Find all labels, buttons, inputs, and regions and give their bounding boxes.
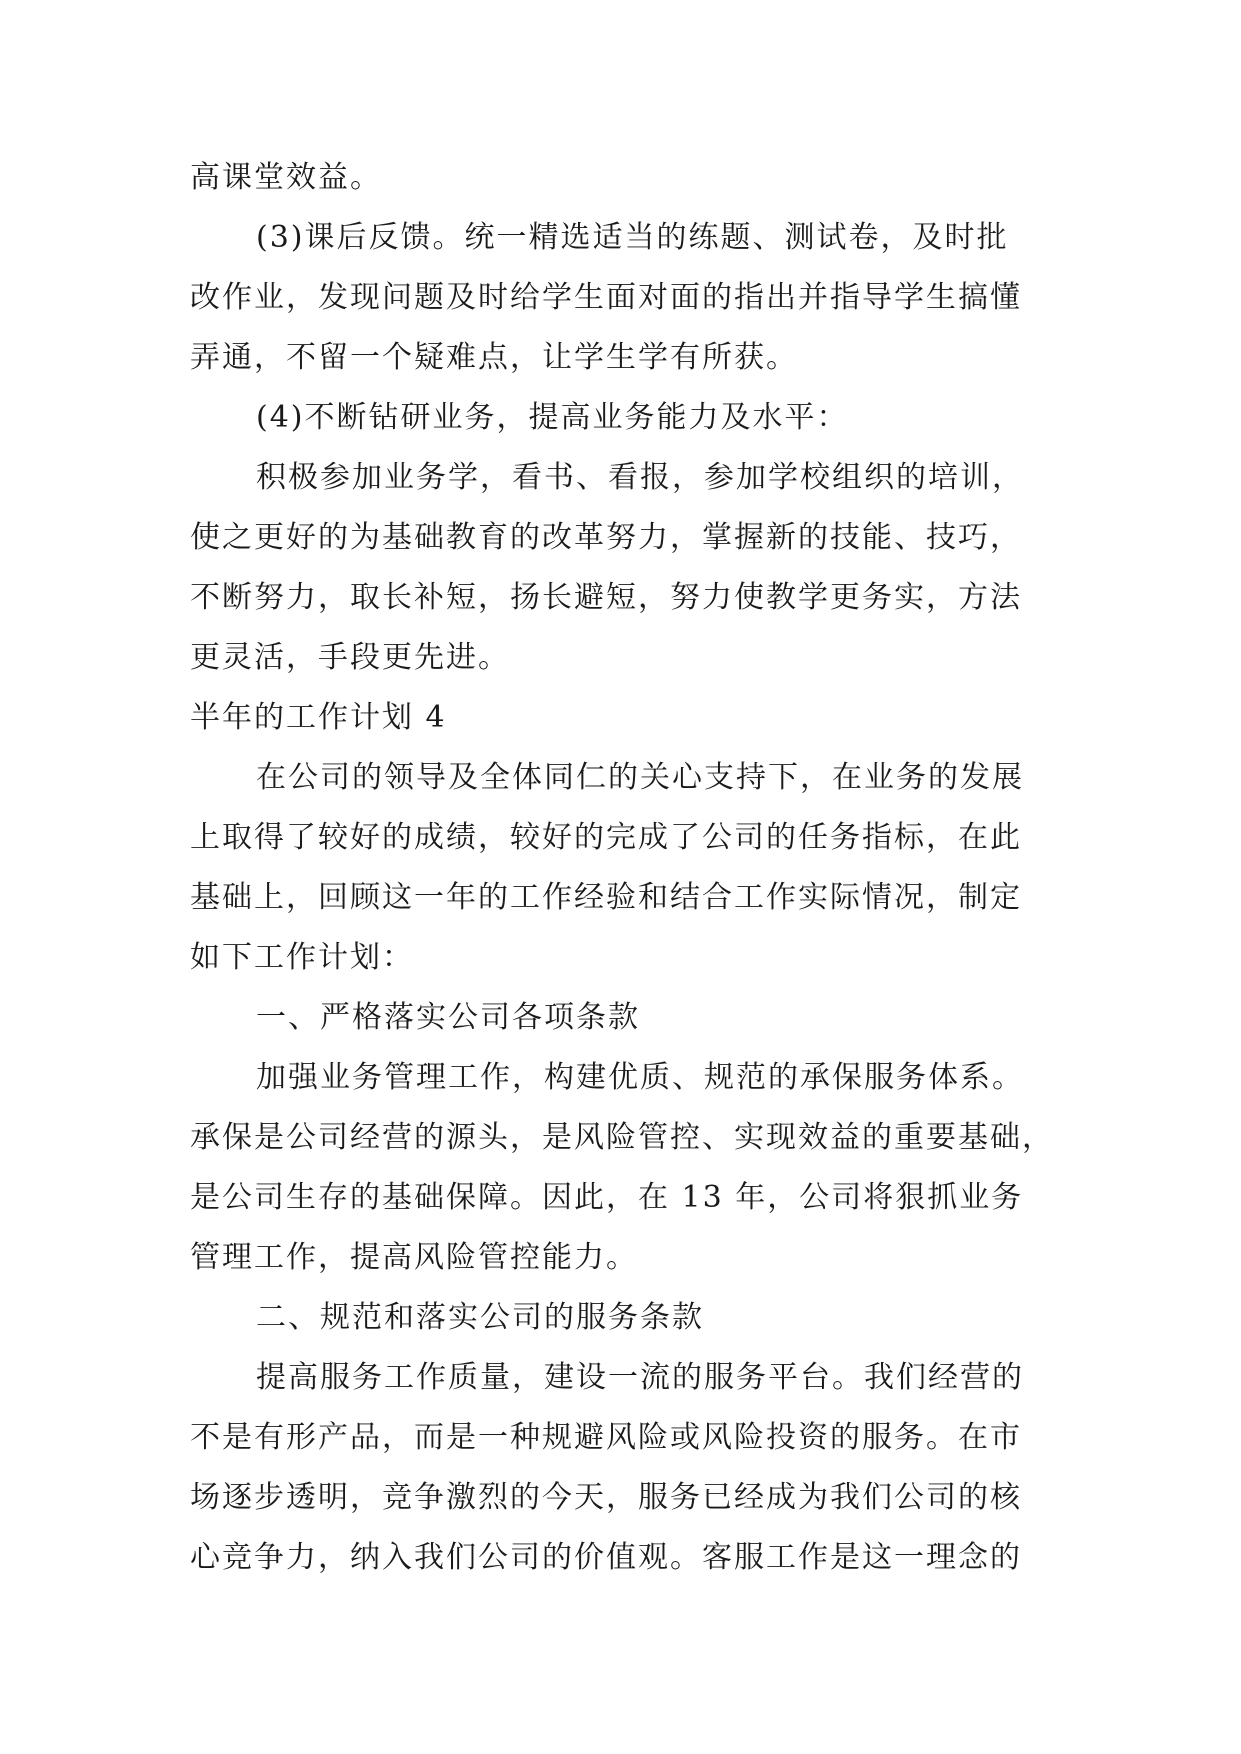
paragraph-start-line: 积极参加业务学，看书、看报，参加学校组织的培训，	[256, 460, 1024, 495]
text-line: 使之更好的为基础教育的改革努力，掌握新的技能、技巧，	[190, 520, 1022, 555]
section-heading: 半年的工作计划 4	[190, 700, 447, 735]
document-body	[190, 148, 1090, 1588]
text-line: 是公司生存的基础保障。因此，在 13 年，公司将狠抓业务	[190, 1180, 1024, 1215]
text-line: 不是有形产品，而是一种规避风险或风险投资的服务。在市	[190, 1420, 1022, 1455]
subsection-heading: 二、规范和落实公司的服务条款	[256, 1300, 704, 1335]
text-line: 心竞争力，纳入我们公司的价值观。客服工作是这一理念的	[190, 1540, 1022, 1575]
paragraph-start-line: (3)课后反馈。统一精选适当的练题、测试卷，及时批	[256, 220, 1009, 255]
text-line: 场逐步透明，竞争激烈的今天，服务已经成为我们公司的核	[190, 1480, 1022, 1515]
text-line: 如下工作计划：	[190, 940, 414, 975]
text-line: 基础上，回顾这一年的工作经验和结合工作实际情况，制定	[190, 880, 1022, 915]
text-line: 改作业，发现问题及时给学生面对面的指出并指导学生搞懂	[190, 280, 1022, 315]
paragraph-start-line: 提高服务工作质量，建设一流的服务平台。我们经营的	[256, 1360, 1024, 1395]
paragraph-start-line: 加强业务管理工作，构建优质、规范的承保服务体系。	[256, 1060, 1024, 1095]
text-line: 更灵活，手段更先进。	[190, 640, 510, 675]
text-line: 弄通，不留一个疑难点，让学生学有所获。	[190, 340, 798, 375]
subsection-heading: 一、严格落实公司各项条款	[256, 1000, 640, 1035]
text-line: 高课堂效益。	[190, 160, 382, 195]
text-line: 承保是公司经营的源头，是风险管控、实现效益的重要基础，	[190, 1120, 1054, 1155]
paragraph-start-line: 在公司的领导及全体同仁的关心支持下，在业务的发展	[256, 760, 1024, 795]
text-line: 管理工作，提高风险管控能力。	[190, 1240, 638, 1275]
text-line: 上取得了较好的成绩，较好的完成了公司的任务指标，在此	[190, 820, 1022, 855]
paragraph-start-line: (4)不断钻研业务，提高业务能力及水平：	[256, 400, 849, 435]
text-line: 不断努力，取长补短，扬长避短，努力使教学更务实，方法	[190, 580, 1022, 615]
